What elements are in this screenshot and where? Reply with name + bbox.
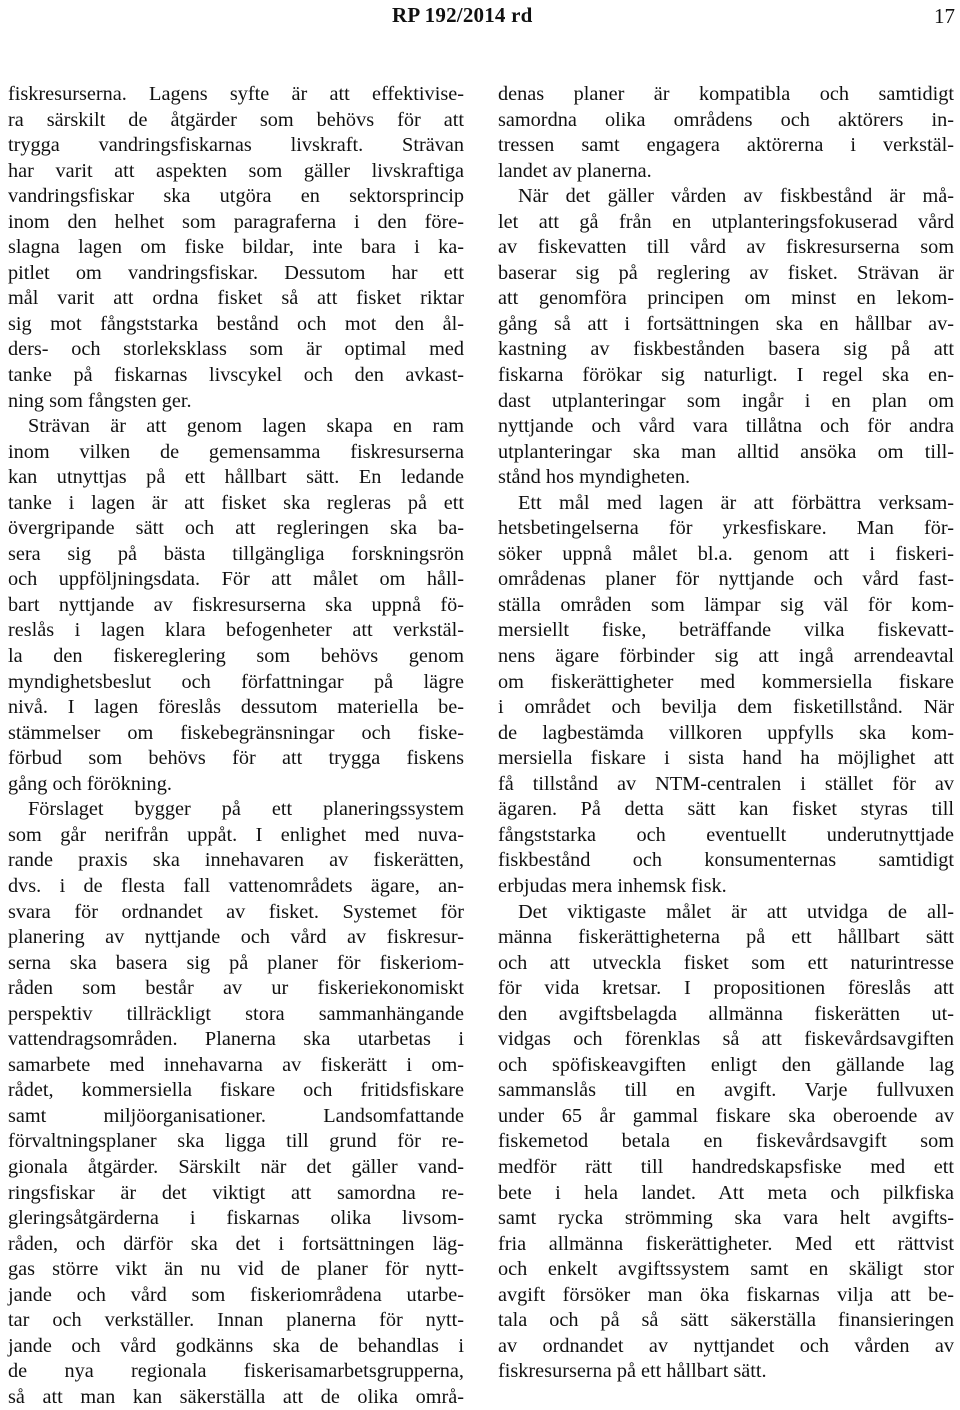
text-line: trygga vandringsfiskarnas livskraft. Strävan [8,134,464,157]
text-line: för vida kretsar. I propositionen föreslås att [498,977,954,1000]
text-line: ders- och storleksklass som är optimal med [8,338,464,361]
text-line: tar och verkställer. Innan planerna för nytt- [8,1309,464,1332]
text-line: denas planer är kompatibla och samtidigt [498,83,954,105]
text-line: landet av planerna. [498,159,652,182]
text-line: fiskbestånd och konsumenternas samtidigt [498,849,954,872]
text-line: nivå. I lagen föreslås dessutom materiella be- [8,696,464,719]
text-line: svara för ordnandet av fisket. Systemet för [8,900,464,923]
text-line: samordna olika områdens och aktörers in- [498,108,954,131]
right-text-column [498,82,954,1385]
text-line: inom den helhet som paragraferna i den före- [8,210,464,233]
text-line: planering av nyttjande och vård av fiskresur- [8,926,464,949]
text-line: fiskresurserna. Lagens syfte är att effektivise- [8,83,464,105]
left-text-column [8,82,464,1410]
text-line: myndighetsbeslut och författningar på lägre [8,670,464,693]
text-line: fria allmänna fiskerättigheter. Med ett rättvist [498,1232,954,1255]
text-line: fiskarna förökar sig naturligt. I regel ska en- [498,364,954,387]
text-line: nens ägare förbinder sig att ingå arrendeavtal [498,645,954,668]
text-line: ning som fångsten ger. [8,389,192,412]
text-line: pitlet om vandringsfiskar. Dessutom har ett [8,261,464,284]
text-line: samarbete med innehavarna av fiskerätt i om- [8,1053,464,1076]
text-line: tressen samt engagera aktörerna i verkstäl- [498,134,954,157]
text-line: gionala åtgärder. Särskilt när det gäller vand- [8,1155,464,1178]
text-line: stånd hos myndigheten. [498,466,691,489]
text-line: dvs. i de flesta fall vattenområdets ägare, an- [8,874,464,897]
text-line: fångststarka och eventuellt underutnyttjade [498,823,954,846]
text-line: har varit att aspekten som gäller livskraftiga [8,159,464,182]
text-line: gång så att i fortsättningen ska en hållbar av- [498,312,954,335]
text-line: Det viktigaste målet är att utvidga de all- [518,900,954,923]
text-line: hetsbetingelserna för yrkesfiskare. Man för- [498,517,954,540]
text-line: bart nyttjande av fiskresurserna ska uppnå fö- [8,593,464,616]
text-line: tanke på fiskarnas livscykel och den avkast- [8,364,464,387]
text-line: rande praxis ska innehavaren av fiskerätten, [8,849,464,872]
text-line: Förslaget bygger på ett planeringssystem [28,798,464,821]
text-line: de lagbestämda villkoren uppfylls ska kom- [498,721,954,744]
text-line: baserar sig på reglering av fisket. Strävan är [498,261,954,284]
page-number: 17 [934,4,955,28]
text-line: medför rätt till handredskapsfiske med ett [498,1155,954,1178]
text-line: gång och förökning. [8,772,172,795]
text-line: inom vilken de gemensamma fiskresurserna [8,440,464,463]
text-line: under 65 år gammal fiskare ska oberoende av [498,1104,954,1127]
text-line: bete i hela landet. Att meta och pilkfiska [498,1181,954,1204]
text-line: sera sig på bästa tillgängliga forskningsrön [8,542,464,565]
text-line: ställa områden som lämpar sig väl för kom- [498,593,954,616]
text-line: gleringsåtgärderna i fiskarnas olika livsom- [8,1207,464,1230]
text-line: nyttjande och vård vara tillåtna och för andra [498,415,954,438]
text-line: gas större vikt än nu vid de planer för nytt- [8,1258,464,1281]
text-line: erbjudas mera inhemsk fisk. [498,874,727,897]
text-line: fiskresurserna på ett hållbart sätt. [498,1360,767,1383]
text-line: ra särskilt de åtgärder som behövs för att [8,108,464,131]
text-line: avgift försöker man öka fiskarnas vilja att be- [498,1283,954,1306]
text-line: vidgas och förenklas så att fiskevårdsavgiften [498,1028,954,1051]
text-line: råden som består av ur fiskeriekonomiskt [8,977,464,1000]
text-line: perspektiv tillräckligt stora sammanhängande [8,1002,464,1025]
text-line: mersiella fiskare i sista hand ha möjlighet att [498,747,954,770]
text-line: let att gå från en utplanteringsfokuserad vård [498,210,954,233]
text-line: ringsfiskar är det viktigt att samordna re- [8,1181,464,1204]
text-line: om fiskerättigheter med kommersiella fiskare [498,670,954,693]
text-line: övergripande sätt och att regleringen ska ba- [8,517,464,540]
text-line: kastning av fiskbestånden basera sig på att [498,338,954,361]
text-line: att genomföra principen om minst en lekom- [498,287,954,310]
text-line: männa fiskerättigheterna på ett hållbart sätt [498,926,954,949]
text-line: jande och vård som fiskeriområdena utarbe- [8,1283,464,1306]
text-line: av fiskevatten till vård av fiskresurserna som [498,236,954,259]
text-line: rådet, kommersiella fiskare och fritidsfiskare [8,1079,464,1102]
text-line: samt miljöorganisationer. Landsomfattande [8,1104,464,1127]
text-line: områdenas planer för nyttjande och vård fast- [498,568,954,591]
text-line: förbud som behövs för att trygga fiskens [8,747,464,770]
text-line: la den fiskereglering som behövs genom [8,645,464,668]
text-line: råden, och därför ska det i fortsättningen läg- [8,1232,464,1255]
page-header [0,0,960,32]
text-line: och enkelt avgiftssystem samt en skäligt stor [498,1258,954,1281]
text-line: Ett mål med lagen är att förbättra verksam- [518,491,954,514]
text-line: mersiellt fiske, beträffande vilka fiskevatt- [498,619,954,642]
text-line: När det gäller vården av fiskbestånd är må- [518,185,954,208]
text-line: den avgiftsbelagda allmänna fiskerätten ut- [498,1002,954,1025]
text-line: mål varit att ordna fisket så att fisket riktar [8,287,464,310]
text-line: samt rycka strömming ska vara helt avgifts- [498,1207,954,1230]
text-line: tala och på så sätt säkerställa finansieringen [498,1309,954,1332]
text-line: de nya regionala fiskerisamarbetsgrupperna, [8,1360,464,1383]
text-line: fiskemetod betala en fiskevårdsavgift som [498,1130,954,1153]
text-line: sig mot fångststarka bestånd och mot den ål- [8,312,464,335]
text-line: slagna lagen om fiske bildar, inte bara i ka- [8,236,464,259]
text-line: utplanteringar ska man alltid ansöka om till- [498,440,954,463]
text-line: få tillstånd av NTM-centralen i stället för av [498,772,954,795]
text-line: av ordnandet av nyttjandet och vården av [498,1334,954,1357]
text-line: stämmelser om fiskebegränsningar och fiske- [8,721,464,744]
text-line: och att utveckla fisket som ett naturintresse [498,951,954,974]
text-line: ägaren. På detta sätt kan fisket styras till [498,798,954,821]
text-line: Strävan är att genom lagen skapa en ram [28,415,464,438]
text-line: jande och vård godkänns ska de behandlas i [8,1334,464,1357]
text-line: och uppföljningsdata. För att målet om håll- [8,568,464,591]
text-line: vattendragsområden. Planerna ska utarbetas i [8,1028,464,1051]
text-line: och spöfiskeavgiften enligt den gällande lag [498,1053,954,1076]
text-line: i området och bevilja dem fisketillstånd. När [498,696,954,719]
text-line: vandringsfiskar ska utgöra en sektorsprincip [8,185,464,208]
text-line: så att man kan säkerställa att de olika områ- [8,1385,464,1408]
text-line: dast utplanteringar som ingår i en plan om [498,389,954,412]
text-line: som går nerifrån uppåt. I enlighet med nuva- [8,823,464,846]
text-line: söker uppnå målet bl.a. genom att i fiskeri- [498,542,954,565]
text-line: förvaltningsplaner ska ligga till grund för re- [8,1130,464,1153]
text-line: sammanslås till en avgift. Varje fullvuxen [498,1079,954,1102]
document-id: RP 192/2014 rd [392,3,533,27]
text-line: kan utnyttjas på ett hållbart sätt. En ledande [8,466,464,489]
text-line: reslås i lagen klara befogenheter att verkstäl- [8,619,464,642]
text-line: serna ska basera sig på planer för fiskeriom- [8,951,464,974]
text-line: tanke i lagen är att fisket ska regleras på ett [8,491,464,514]
